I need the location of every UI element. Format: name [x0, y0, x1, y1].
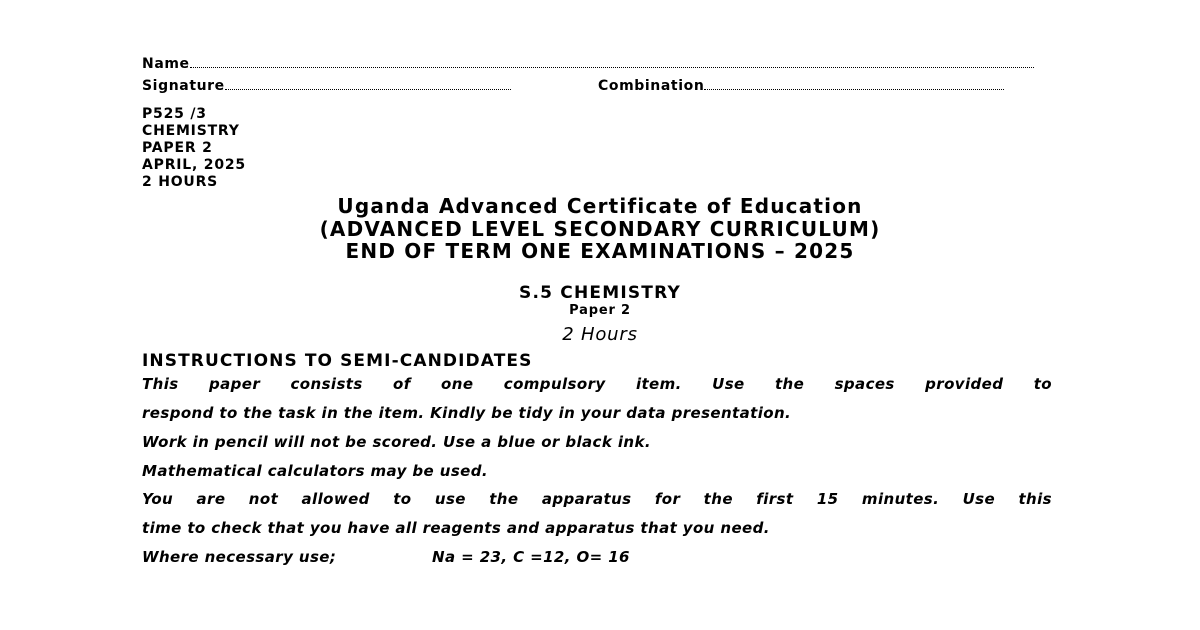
name-label: Name	[142, 56, 190, 72]
combination-label: Combination	[598, 78, 705, 94]
instruction-line: You are not allowed to use the apparatus for the first 15 minutes. Use this	[142, 490, 1052, 508]
subject-duration: 2 Hours	[562, 324, 638, 345]
name-blank	[190, 67, 1034, 68]
instruction-line: respond to the task in the item. Kindly be tidy in your data presentation.	[142, 404, 792, 422]
instruction-line: This paper consists of one compulsory item. Use the spaces provided to	[142, 375, 1052, 393]
instruction-line: Work in pencil will not be scored. Use a blue or black ink.	[142, 433, 651, 451]
atomic-masses: Na = 23, C =12, O= 16	[432, 548, 630, 566]
instructions-heading: INSTRUCTIONS TO SEMI-CANDIDATES	[142, 351, 533, 371]
paper-code-block	[142, 106, 246, 191]
paper-code: P525 /3	[142, 106, 207, 122]
paper-duration: 2 HOURS	[142, 174, 219, 190]
subject-name: S.5 CHEMISTRY	[519, 283, 681, 303]
exam-title-line3: END OF TERM ONE EXAMINATIONS – 2025	[345, 239, 855, 263]
signature-row	[142, 78, 511, 94]
signature-blank	[225, 89, 511, 90]
signature-label: Signature	[142, 78, 225, 94]
name-row	[142, 56, 1034, 72]
paper-number: PAPER 2	[142, 140, 213, 156]
combination-blank	[704, 89, 1004, 90]
paper-date: APRIL, 2025	[142, 157, 246, 173]
instruction-line: time to check that you have all reagents and apparatus that you need.	[142, 519, 770, 537]
instruction-line: Mathematical calculators may be used.	[142, 462, 488, 480]
combination-row	[598, 78, 1004, 94]
instruction-line: Where necessary use;	[142, 548, 337, 566]
paper-subject: CHEMISTRY	[142, 123, 240, 139]
exam-title-line2: (ADVANCED LEVEL SECONDARY CURRICULUM)	[319, 217, 881, 241]
exam-title-line1: Uganda Advanced Certificate of Education	[337, 194, 863, 218]
subject-paper: Paper 2	[569, 303, 631, 318]
